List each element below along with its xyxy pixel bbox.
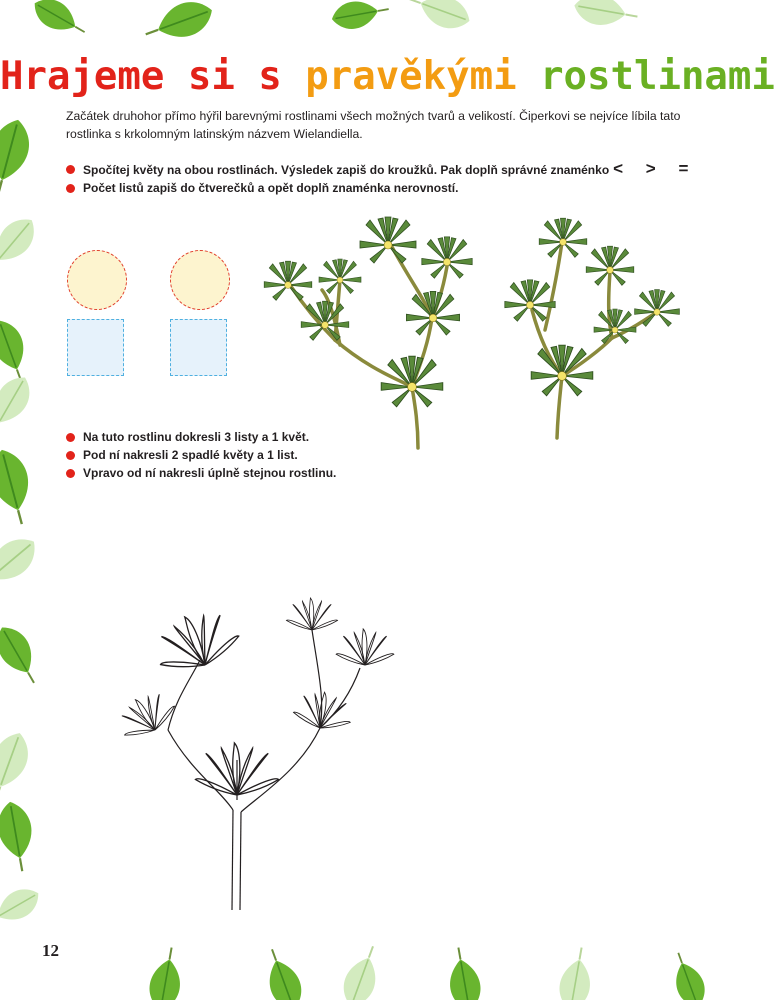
title-part: Hrajeme <box>0 54 165 99</box>
page-number: 12 <box>42 941 59 960</box>
comparison-signs: < > = <box>613 159 698 178</box>
intro-text: Začátek druhohor přímo hýřil barevnými rostlinami všech možných tvarů a velikostí. Čiperkovi se nejvíce líbila tato rostlinka s krkolomným latinským názvem Wielandiella. <box>66 109 681 141</box>
title-part: rostlinami <box>516 54 775 99</box>
title-part: si s <box>164 54 306 99</box>
task2-item: Na tuto rostlinu dokresli 3 listy a 1 květ. <box>66 428 336 446</box>
task2-item: Pod ní nakresli 2 spadlé květy a 1 list. <box>66 446 336 464</box>
task1-item-text: Počet listů zapiš do čtverečků a opět doplň znaménka nerovností. <box>83 181 459 195</box>
task2-item: Vpravo od ní nakresli úplně stejnou rostlinu. <box>66 464 336 482</box>
title-part: pravěkými <box>305 54 517 99</box>
task1-item-text: Spočítej květy na obou rostlinách. Výsledek zapiš do kroužků. Pak doplň správné znaménko <box>83 163 610 177</box>
task2-list <box>66 428 336 482</box>
